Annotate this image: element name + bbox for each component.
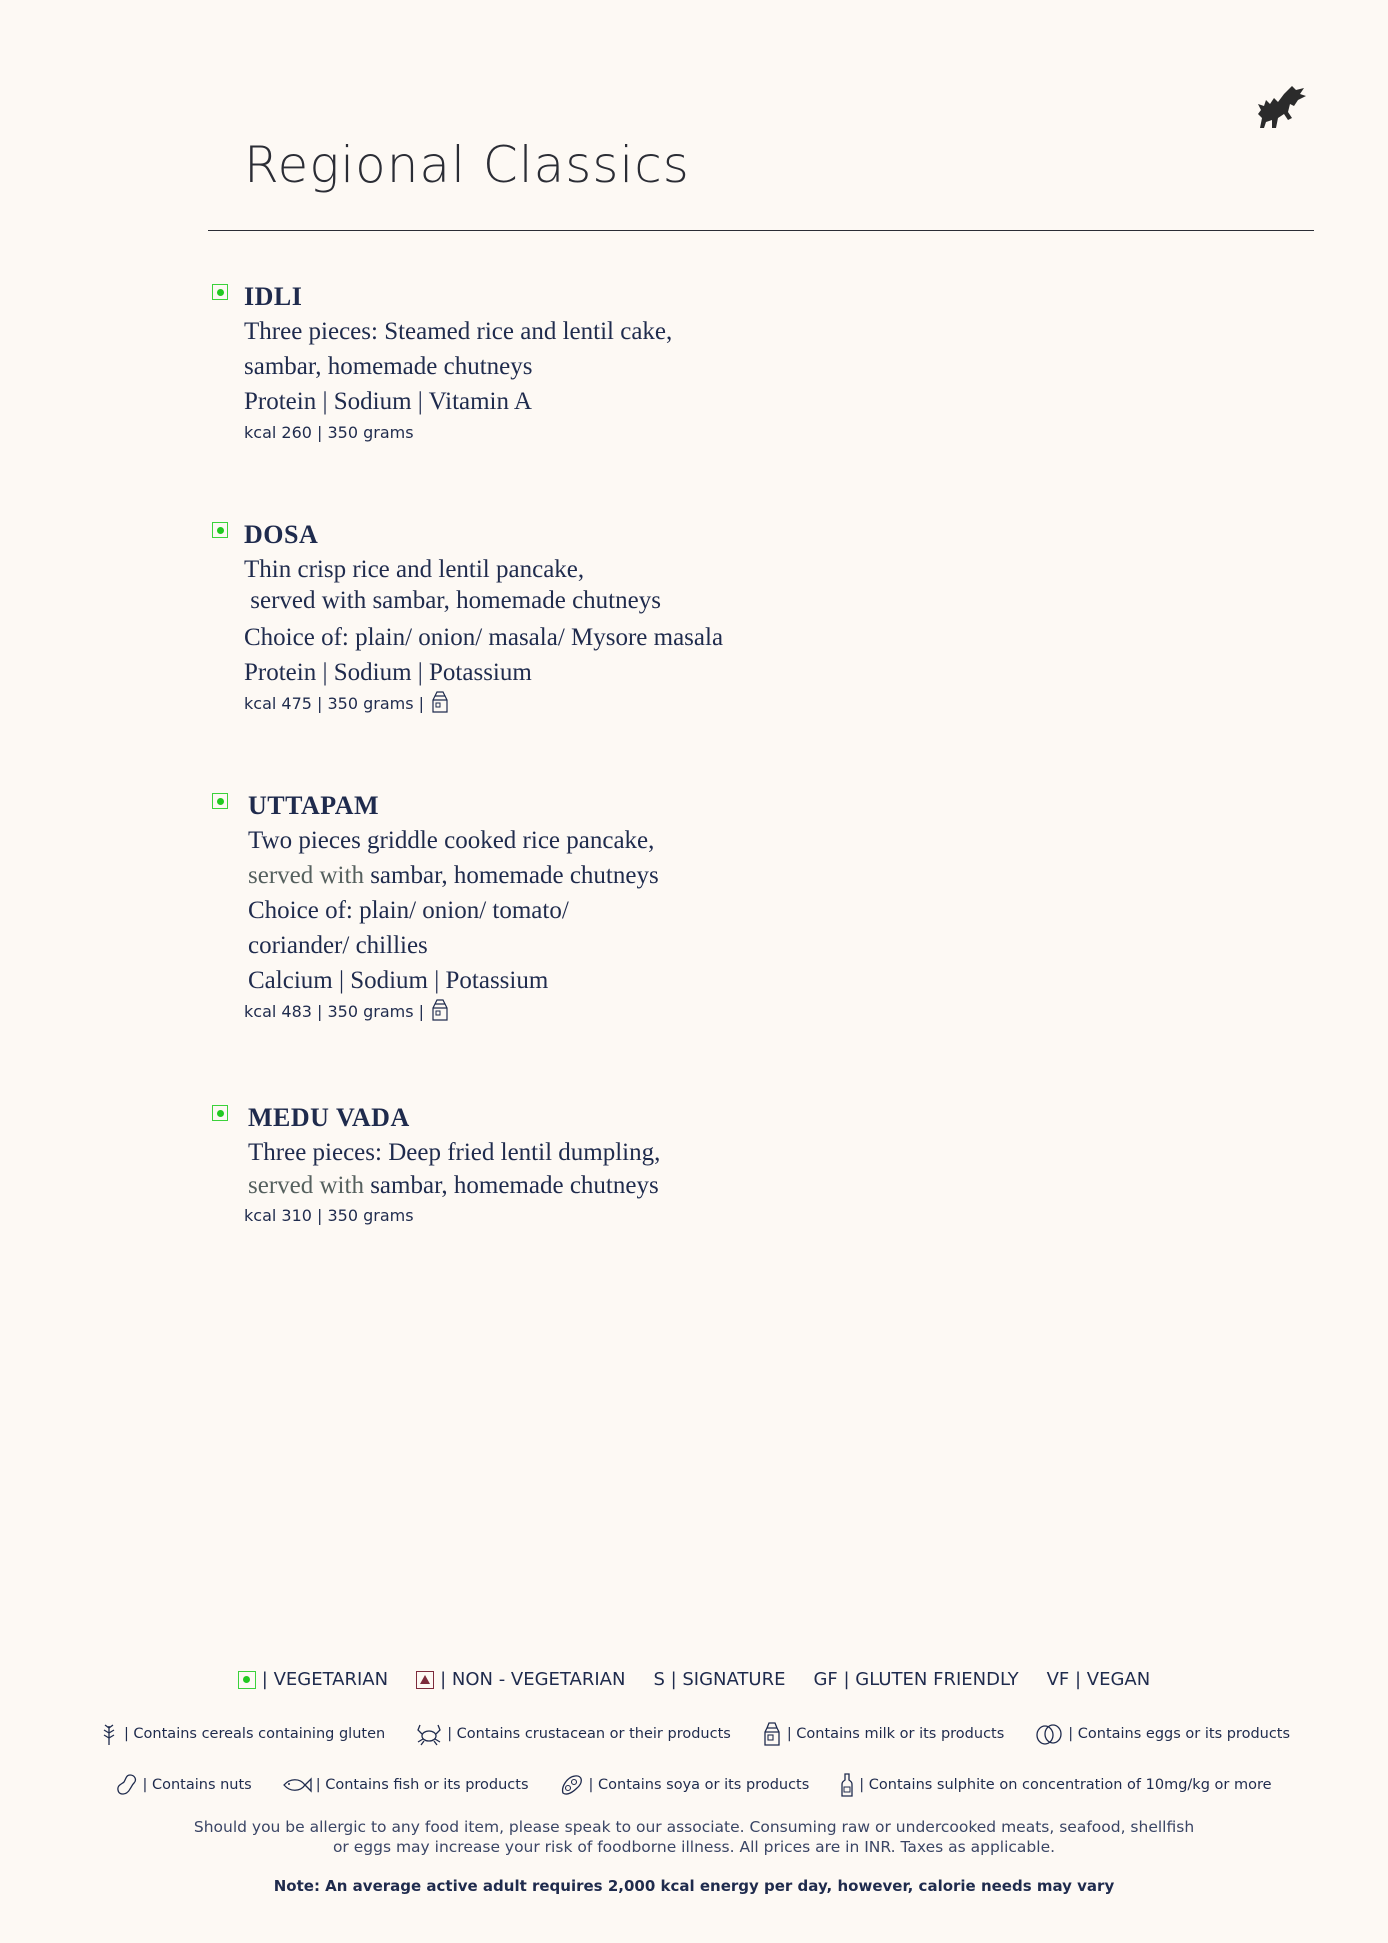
dish-name: DOSA bbox=[244, 520, 319, 549]
dish-description: Three pieces: Steamed rice and lentil cake, bbox=[244, 318, 673, 345]
dish-choice: coriander/ chillies bbox=[248, 932, 428, 959]
dish-nutrients: Calcium | Sodium | Potassium bbox=[248, 967, 549, 994]
vegetarian-icon bbox=[212, 522, 228, 538]
vegetarian-icon bbox=[238, 1671, 256, 1689]
dish-name: IDLI bbox=[244, 282, 303, 311]
milk-icon bbox=[431, 999, 449, 1021]
page-title: Regional Classics bbox=[244, 136, 690, 194]
wheat-icon bbox=[98, 1722, 120, 1746]
allergen-sulphite: | Contains sulphite on concentration of 10mg/kg or more bbox=[839, 1773, 1271, 1797]
allergen-crustacean: | Contains crustacean or their products bbox=[415, 1722, 731, 1746]
allergen-soya: | Contains soya or its products bbox=[559, 1773, 810, 1797]
disclaimer-line: Should you be allergic to any food item, please speak to our associate. Consuming raw or undercooked meats, seafood, shellfish bbox=[193, 1818, 1195, 1836]
diet-legend bbox=[0, 1669, 1388, 1690]
dish-description: sambar, homemade chutneys bbox=[244, 353, 533, 380]
milk-icon bbox=[431, 691, 449, 713]
peanut-icon bbox=[116, 1773, 138, 1797]
legend-non-vegetarian: | NON - VEGETARIAN bbox=[416, 1669, 625, 1690]
bottle-icon bbox=[839, 1773, 855, 1797]
dish-description: served with sambar, homemade chutneys bbox=[244, 587, 661, 614]
disclaimer-line: or eggs may increase your risk of foodborne illness. All prices are in INR. Taxes as applicable. bbox=[332, 1838, 1056, 1856]
title-divider bbox=[208, 230, 1314, 231]
dish-choice: Choice of: plain/ onion/ masala/ Mysore masala bbox=[244, 624, 724, 651]
allergen-fish: | Contains fish or its products bbox=[282, 1773, 529, 1797]
dish-calories-text: kcal 483 | 350 grams | bbox=[244, 1002, 425, 1021]
dish-description: Three pieces: Deep fried lentil dumpling, bbox=[248, 1139, 661, 1166]
vegetarian-icon bbox=[212, 793, 228, 809]
dish-name: MEDU VADA bbox=[248, 1103, 410, 1132]
fish-icon bbox=[282, 1773, 312, 1797]
non-vegetarian-icon bbox=[416, 1671, 434, 1689]
dish-name: UTTAPAM bbox=[248, 791, 380, 820]
allergen-eggs: | Contains eggs or its products bbox=[1034, 1722, 1290, 1746]
calorie-note: Note: An average active adult requires 2,000 kcal energy per day, however, calorie needs may vary bbox=[273, 1877, 1115, 1895]
legend-signature: S | SIGNATURE bbox=[653, 1669, 786, 1690]
dish-calories-text: kcal 475 | 350 grams | bbox=[244, 694, 425, 713]
allergen-legend-row bbox=[0, 1722, 1388, 1746]
dish-calories: kcal 260 | 350 grams bbox=[244, 423, 414, 442]
griffin-icon bbox=[1254, 84, 1308, 130]
vegetarian-icon bbox=[212, 1105, 228, 1121]
dish-nutrients: Protein | Sodium | Vitamin A bbox=[244, 388, 532, 415]
allergen-milk: | Contains milk or its products bbox=[761, 1722, 1004, 1746]
dish-calories: kcal 310 | 350 grams bbox=[244, 1206, 414, 1225]
crab-icon bbox=[415, 1722, 443, 1746]
allergen-legend-row bbox=[0, 1773, 1388, 1797]
dish-description: Two pieces griddle cooked rice pancake, bbox=[248, 827, 655, 854]
legend-vegetarian: | VEGETARIAN bbox=[238, 1669, 388, 1690]
legend-gluten-friendly: GF | GLUTEN FRIENDLY bbox=[813, 1669, 1019, 1690]
dish-nutrients: Protein | Sodium | Potassium bbox=[244, 659, 532, 686]
egg-icon bbox=[1034, 1722, 1064, 1746]
dish-description: served with sambar, homemade chutneys bbox=[248, 1172, 659, 1199]
allergy-disclaimer bbox=[0, 1817, 1388, 1857]
allergen-gluten: | Contains cereals containing gluten bbox=[98, 1722, 385, 1746]
soy-icon bbox=[559, 1773, 585, 1797]
dish-calories bbox=[244, 999, 808, 1025]
milk-icon bbox=[761, 1722, 783, 1746]
dish-calories bbox=[244, 691, 804, 717]
vegetarian-icon bbox=[212, 284, 228, 300]
legend-vegan: VF | VEGAN bbox=[1046, 1669, 1151, 1690]
dish-choice: Choice of: plain/ onion/ tomato/ bbox=[248, 897, 569, 924]
allergen-nuts: | Contains nuts bbox=[116, 1773, 251, 1797]
dish-description: served with sambar, homemade chutneys bbox=[248, 862, 659, 889]
dish-description: Thin crisp rice and lentil pancake, bbox=[244, 556, 585, 583]
